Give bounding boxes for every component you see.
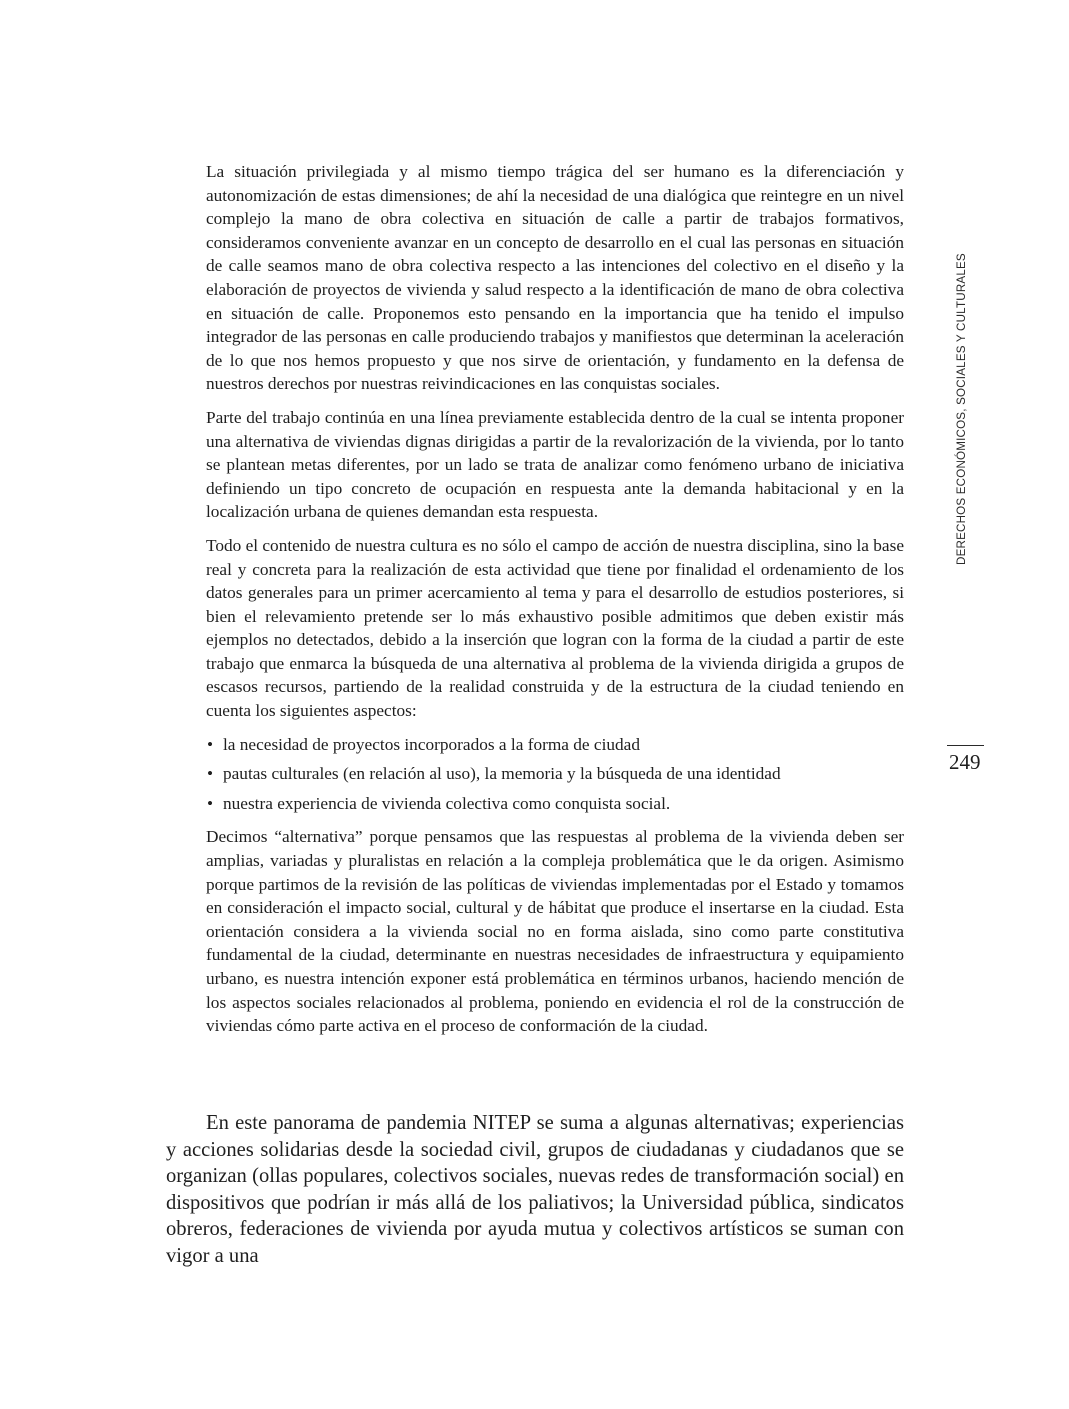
block-quote xyxy=(206,160,904,1048)
list-item-text: pautas culturales (en relación al uso), la memoria y la búsqueda de una identidad xyxy=(223,764,781,784)
aspects-list xyxy=(206,733,904,816)
body-text xyxy=(166,1110,904,1270)
quote-paragraph-1: La situación privilegiada y al mismo tiempo trágica del ser humano es la diferenciación y autonomización de estas dimensiones; de ahí la necesidad de una dialógica que reintegre en un nivel complejo la mano de obra colectiva en situación de calle a partir de trabajos formativos, consideramos conveniente avanzar en un concepto de desarrollo en el cual las personas en situación de calle seamos mano de obra colectiva respecto a las intenciones del colectivo en el diseño y la elaboración de proyectos de vivienda y salud respecto a la identificación de mano de obra colectiva en situación de calle. Proponemos esto pensando en la importancia que ha tenido el impulso integrador de las personas en calle produciendo trabajos y manifiestos que determinan la aceleración de lo que nos hemos propuesto y que nos sirve de orientación, y fundamento en la defensa de nuestros derechos por nuestras reivindicaciones en las conquistas sociales. xyxy=(206,162,904,394)
bullet-icon: • xyxy=(207,793,214,813)
quote-paragraph-2: Parte del trabajo continúa en una línea previamente establecida dentro de la cual se intenta proponer una alternativa de viviendas dignas dirigidas a partir de la revalorización de la vivienda, por lo tanto se plantean metas diferentes, por un lado se trata de analizar como fenómeno urbano de iniciativa definiendo un tipo concreto de ocupación en respuesta ante la demanda habitacional y en la localización urbana de quienes demandan esta respuesta. xyxy=(206,407,904,522)
quote-paragraph-3: Todo el contenido de nuestra cultura es no sólo el campo de acción de nuestra disciplina, sino la base real y concreta para la realización de esta actividad que tiene por finalidad el ordenamiento de los datos generales para un primer acercamiento al tema y para el desarrollo de estudios posteriores, si bien el relevamiento pretende ser lo más exhaustivo posible admitimos que deben existir más ejemplos no detectados, debido a la inserción que logran con la forma de la ciudad a partir de este trabajo que enmarca la búsqueda de una alternativa al problema de la vivienda dirigida a grupos de escasos recursos, partiendo de la realidad construida y de la estructura de la ciudad teniendo en cuenta los siguientes aspectos: xyxy=(206,535,904,721)
body-paragraph: En este panorama de pandemia NITEP se suma a algunas alternativas; experiencias y acciones solidarias desde la sociedad civil, grupos de ciudadanas y ciudadanos que se organizan (ollas populares, colectivos sociales, nuevas redes de transformación social) en dispositivos que podrían ir más allá de los paliativos; la Universidad pública, sindicatos obreros, federaciones de vivienda por ayuda mutua y colectivos artísticos se suman con vigor a una xyxy=(166,1112,904,1267)
bullet-icon: • xyxy=(207,734,214,754)
bullet-icon: • xyxy=(207,764,214,784)
quote-closing-paragraph: Decimos “alternativa” porque pensamos que las respuestas al problema de la vivienda deben ser amplias, variadas y pluralistas en relación a la compleja problemática que le da origen. Asimismo porque partimos de la revisión de las políticas de viviendas implementadas por el Estado y tomamos en consideración el impacto social, cultural y de hábitat que produce el insertarse en la ciudad. Esta orientación considera a la vivienda social no en forma aislada, sino como parte constitutiva fundamental de la ciudad, determinante en nuestras necesidades de infraestructura y equipamiento urbano, es nuestra intención exponer está problemática en términos urbanos, haciendo mención de los aspectos sociales relacionados al problema, poniendo en evidencia el rol de la construcción de viviendas cómo parte activa en el proceso de conformación de la ciudad. xyxy=(206,827,904,1036)
list-item xyxy=(206,792,904,816)
list-item-text: nuestra experiencia de vivienda colectiva como conquista social. xyxy=(223,793,671,813)
list-item xyxy=(206,733,904,757)
page-number-rule xyxy=(947,745,984,746)
page-number: 249 xyxy=(949,750,981,774)
list-item xyxy=(206,762,904,786)
running-head: DERECHOS ECONÓMICOS, SOCIALES Y CULTURALES xyxy=(955,253,968,565)
list-item-text: la necesidad de proyectos incorporados a la forma de ciudad xyxy=(223,734,640,754)
